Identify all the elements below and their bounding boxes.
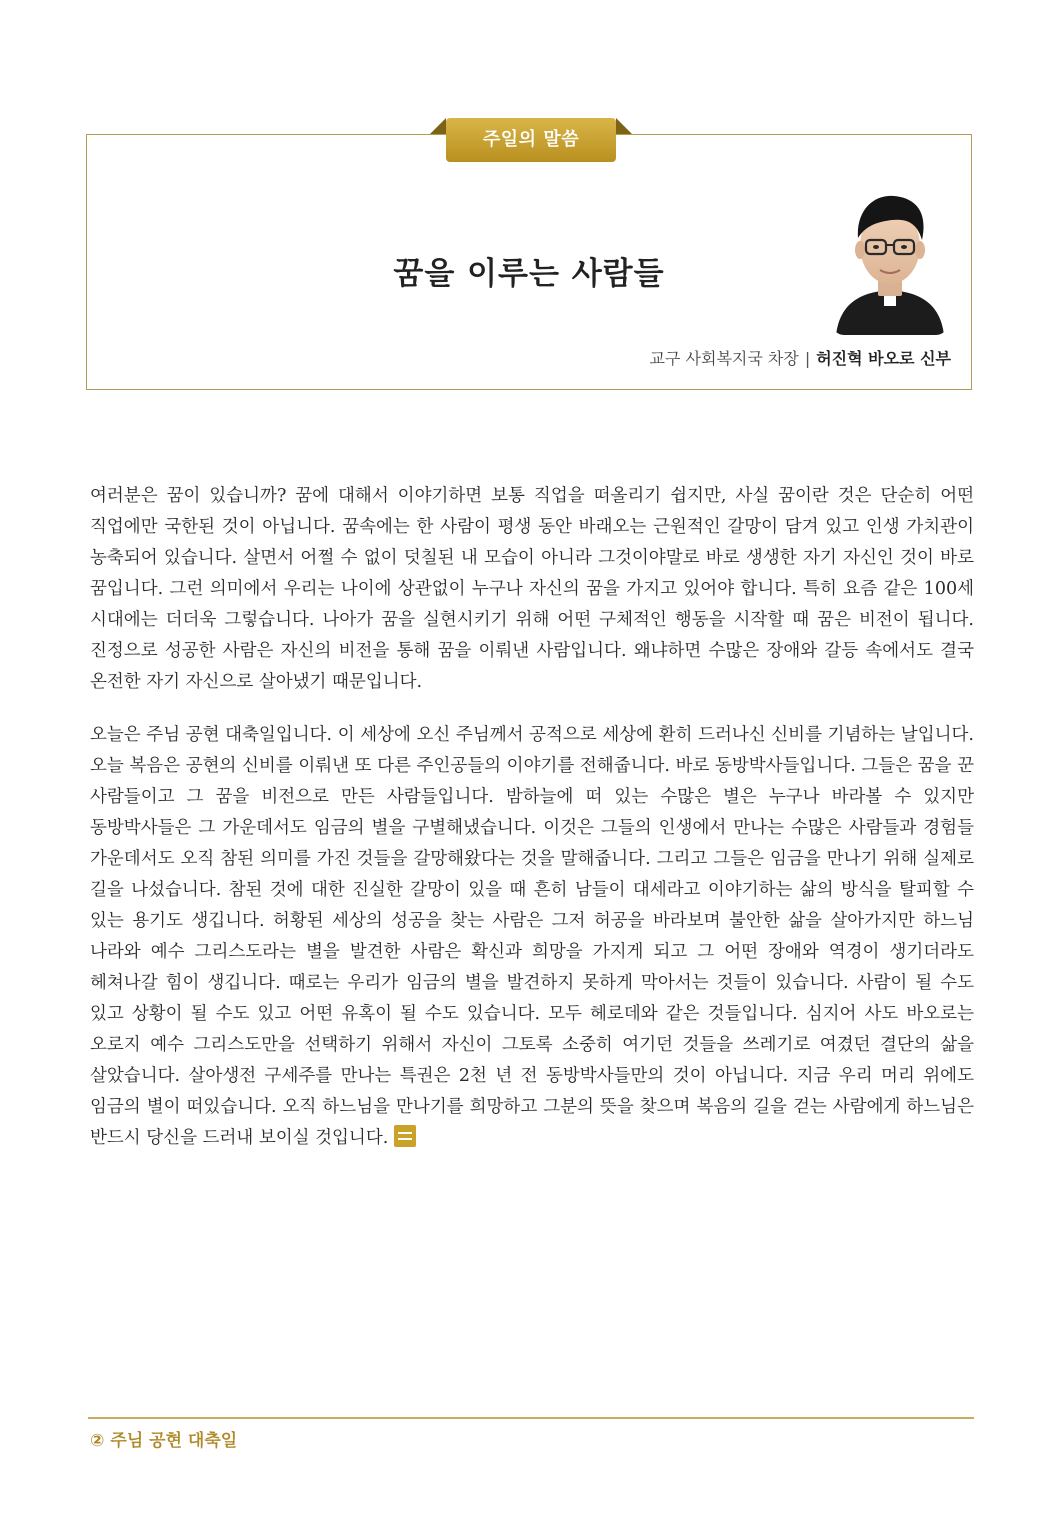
section-tab-label: 주일의 말씀 xyxy=(482,129,580,150)
byline xyxy=(650,346,951,369)
author-name: 허진혁 바오로 신부 xyxy=(816,349,951,368)
body-paragraph-text: 오늘은 주님 공현 대축일입니다. 이 세상에 오신 주님께서 공적으로 세상에 환히 드러나신 신비를 기념하는 날입니다. 오늘 복음은 공현의 신비를 이뤄낸 또 다른 주인공들의 이야기를 전해줍니다. 바로 동방박사들입니다. 그들은 꿈을 꾼 사람들이고 그 꿈을 비전으로 만든 사람들입니다. 밤하늘에 떠 있는 수많은 별은 누구나 바라볼 수 있지만 동방박사들은 그 가운데서도 임금의 별을 구별해냈습니다. 이것은 그들의 인생에서 만나는 수많은 사람들과 경험들 가운데서도 오직 참된 의미를 가진 것들을 갈망해왔다는 것을 말해줍니다. 그리고 그들은 임금을 만나기 위해 실제로 길을 나섰습니다. 참된 것에 대한 진실한 갈망이 있을 때 흔히 남들이 대세라고 이야기하는 삶의 방식을 탈피할 수 있는 용기도 생깁니다. 허황된 세상의 성공을 찾는 사람은 그저 허공을 바라보며 불안한 삶을 살아가지만 하느님 나라와 예수 그리스도라는 별을 발견한 사람은 확신과 희망을 가지게 되고 그 어떤 장애와 역경이 생기더라도 헤쳐나갈 힘이 생깁니다. 때로는 우리가 임금의 별을 발견하지 못하게 막아서는 것들이 있습니다. 사람이 될 수도 있고 상황이 될 수도 있고 어떤 유혹이 될 수도 있습니다. 모두 헤로데와 같은 것들입니다. 심지어 사도 바오로는 오로지 예수 그리스도만을 선택하기 위해서 자신이 그토록 소중히 여기던 것들을 쓰레기로 여겼던 결단의 삶을 살았습니다. 살아생전 구세주를 만나는 특권은 2천 년 전 동방박사들만의 것이 아닙니다. 지금 우리 머리 위에도 임금의 별이 떠있습니다. 오직 하느님을 만나기를 희망하고 그분의 뜻을 찾으며 복음의 길을 걷는 사람에게 하느님은 반드시 당신을 드러내 보이실 것입니다. xyxy=(90,725,974,1148)
body-paragraph: 여러분은 꿈이 있습니까? 꿈에 대해서 이야기하면 보통 직업을 떠올리기 쉽지만, 사실 꿈이란 것은 단순히 어떤 직업에만 국한된 것이 아닙니다. 꿈속에는 한 사람이 평생 동안 바래오는 근원적인 갈망이 담겨 있고 인생 가치관이 농축되어 있습니다. 살면서 어쩔 수 없이 덧칠된 내 모습이 아니라 그것이야말로 바로 생생한 자기 자신인 것이 바로 꿈입니다. 그런 의미에서 우리는 나이에 상관없이 누구나 자신의 꿈을 가지고 있어야 합니다. 특히 요즘 같은 100세 시대에는 더더욱 그렇습니다. 나아가 꿈을 실현시키기 위해 어떤 구체적인 행동을 시작할 때 꿈은 비전이 됩니다. 진정으로 성공한 사람은 자신의 비전을 통해 꿈을 이뤄낸 사람입니다. 왜냐하면 수많은 장애와 갈등 속에서도 결국 온전한 자기 자신으로 살아냈기 때문입니다. xyxy=(90,486,974,692)
footer-divider xyxy=(88,1417,974,1419)
end-mark-icon xyxy=(394,1125,416,1147)
page-number: ② xyxy=(90,1431,105,1451)
article-title: 꿈을 이루는 사람들 xyxy=(393,256,665,292)
section-tab xyxy=(430,118,632,162)
author-role: 교구 사회복지국 차장 xyxy=(649,349,799,368)
byline-separator: | xyxy=(804,349,811,368)
article-body xyxy=(90,481,974,1154)
footer xyxy=(90,1426,237,1451)
footer-title: 주님 공현 대축일 xyxy=(110,1431,238,1451)
body-paragraph-last xyxy=(90,720,974,1154)
author-photo xyxy=(832,190,948,335)
